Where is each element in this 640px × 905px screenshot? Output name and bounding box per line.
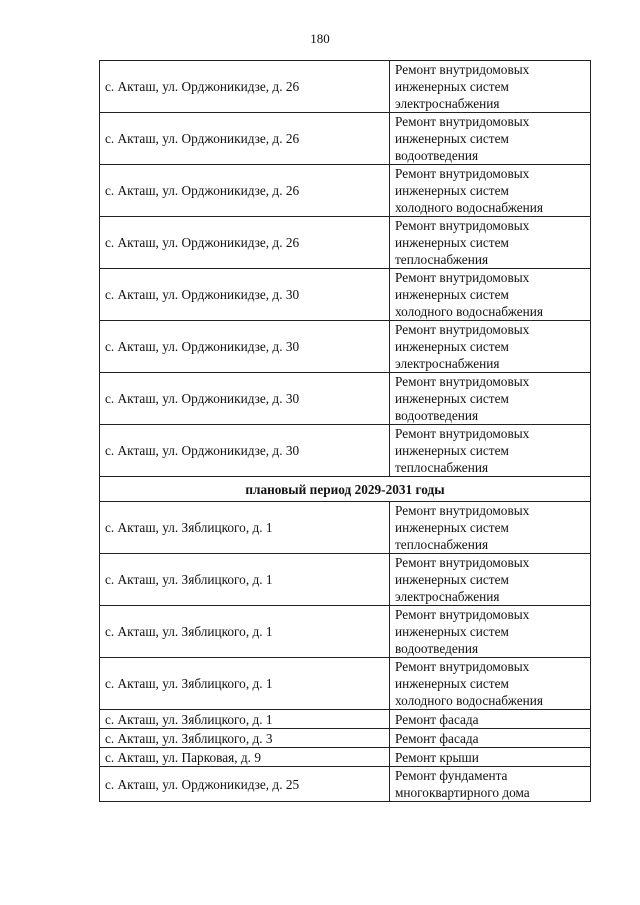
address-cell: с. Акташ, ул. Орджоникидзе, д. 26 (100, 61, 390, 113)
works-table (99, 60, 591, 802)
table-row (100, 729, 591, 748)
table-row (100, 710, 591, 729)
table-row (100, 748, 591, 767)
work-type-cell: Ремонт фасада (390, 729, 591, 748)
work-type-cell: Ремонт внутридомовых инженерных систем холодного водоснабжения (390, 165, 591, 217)
period-heading: плановый период 2029-2031 годы (100, 477, 591, 502)
address-cell: с. Акташ, ул. Орджоникидзе, д. 30 (100, 373, 390, 425)
work-type-cell: Ремонт внутридомовых инженерных систем электроснабжения (390, 321, 591, 373)
address-cell: с. Акташ, ул. Зяблицкого, д. 1 (100, 710, 390, 729)
work-type-cell: Ремонт крыши (390, 748, 591, 767)
work-type-cell: Ремонт внутридомовых инженерных систем теплоснабжения (390, 217, 591, 269)
address-cell: с. Акташ, ул. Орджоникидзе, д. 26 (100, 165, 390, 217)
table-row (100, 269, 591, 321)
address-cell: с. Акташ, ул. Орджоникидзе, д. 30 (100, 425, 390, 477)
address-cell: с. Акташ, ул. Парковая, д. 9 (100, 748, 390, 767)
table-row (100, 425, 591, 477)
table-row (100, 321, 591, 373)
page-number: 180 (310, 31, 330, 46)
table-row (100, 165, 591, 217)
table-row (100, 658, 591, 710)
table-row (100, 502, 591, 554)
work-type-cell: Ремонт внутридомовых инженерных систем электроснабжения (390, 554, 591, 606)
work-type-cell: Ремонт внутридомовых инженерных систем холодного водоснабжения (390, 658, 591, 710)
address-cell: с. Акташ, ул. Зяблицкого, д. 1 (100, 606, 390, 658)
table-row (100, 373, 591, 425)
work-type-cell: Ремонт фасада (390, 710, 591, 729)
work-type-cell: Ремонт внутридомовых инженерных систем водоотведения (390, 373, 591, 425)
work-type-cell: Ремонт внутридомовых инженерных систем теплоснабжения (390, 502, 591, 554)
work-type-cell: Ремонт внутридомовых инженерных систем теплоснабжения (390, 425, 591, 477)
address-cell: с. Акташ, ул. Зяблицкого, д. 3 (100, 729, 390, 748)
work-type-cell: Ремонт внутридомовых инженерных систем холодного водоснабжения (390, 269, 591, 321)
work-type-cell: Ремонт фундамента многоквартирного дома (390, 767, 591, 802)
table-row (100, 606, 591, 658)
address-cell: с. Акташ, ул. Орджоникидзе, д. 30 (100, 269, 390, 321)
address-cell: с. Акташ, ул. Орджоникидзе, д. 25 (100, 767, 390, 802)
work-type-cell: Ремонт внутридомовых инженерных систем водоотведения (390, 113, 591, 165)
table-row (100, 61, 591, 113)
period-heading-row (100, 477, 591, 502)
address-cell: с. Акташ, ул. Орджоникидзе, д. 30 (100, 321, 390, 373)
address-cell: с. Акташ, ул. Орджоникидзе, д. 26 (100, 217, 390, 269)
table-row (100, 113, 591, 165)
address-cell: с. Акташ, ул. Зяблицкого, д. 1 (100, 658, 390, 710)
work-type-cell: Ремонт внутридомовых инженерных систем водоотведения (390, 606, 591, 658)
address-cell: с. Акташ, ул. Орджоникидзе, д. 26 (100, 113, 390, 165)
work-type-cell: Ремонт внутридомовых инженерных систем электроснабжения (390, 61, 591, 113)
table-row (100, 554, 591, 606)
address-cell: с. Акташ, ул. Зяблицкого, д. 1 (100, 554, 390, 606)
table-row (100, 217, 591, 269)
table-row (100, 767, 591, 802)
address-cell: с. Акташ, ул. Зяблицкого, д. 1 (100, 502, 390, 554)
